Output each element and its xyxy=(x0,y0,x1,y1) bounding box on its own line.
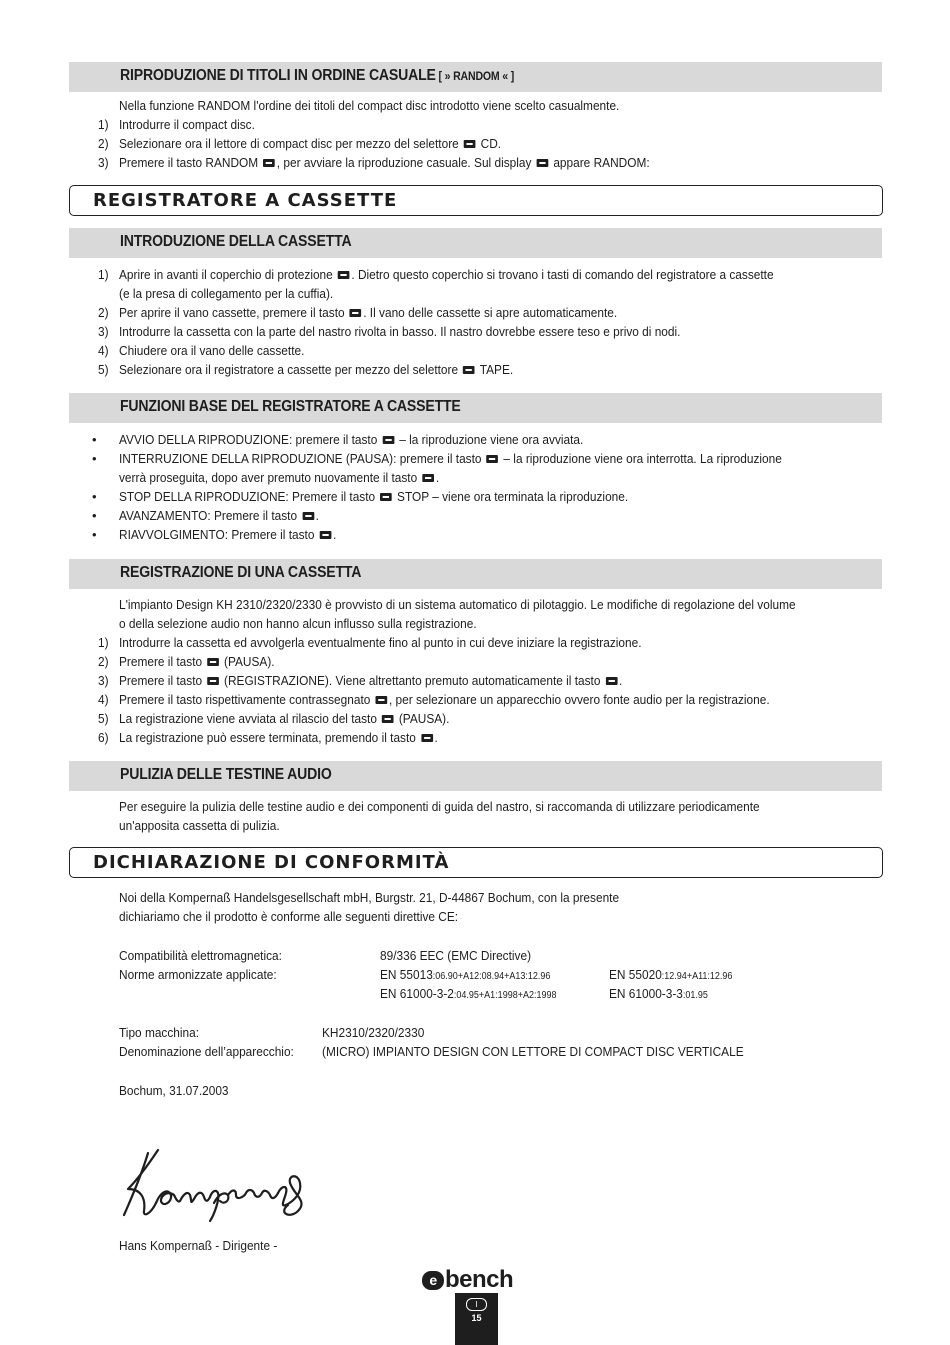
paragraph: L'impianto Design KH 2310/2320/2330 è provvisto di un sistema automatico di pilotaggio. Le modifiche di regolazione del volume xyxy=(119,597,796,612)
key-icon xyxy=(382,436,394,444)
list-number: 2) xyxy=(98,654,109,669)
norm-entry: EN 55020:12.94+A11:12.96 xyxy=(609,967,733,982)
paragraph: Nella funzione RANDOM l'ordine dei titoli del compact disc introdotto viene scelto casualmente. xyxy=(119,98,620,113)
key-icon xyxy=(320,531,332,539)
list-item: Per aprire il vano cassette, premere il tasto . Il vano delle cassette si apre automaticamente. xyxy=(119,305,618,320)
list-item: Selezionare ora il lettore di compact disc per mezzo del selettore CD. xyxy=(119,136,502,151)
list-number: 5) xyxy=(98,711,109,726)
key-icon xyxy=(537,159,549,167)
key-icon xyxy=(463,366,475,374)
section-title: PULIZIA DELLE TESTINE AUDIO xyxy=(120,766,332,783)
device-value: (MICRO) IMPIANTO DESIGN CON LETTORE DI COMPACT DISC VERTICALE xyxy=(322,1044,744,1059)
device-label: Denominazione dell’apparecchio: xyxy=(119,1044,294,1059)
section-header-basic-functions xyxy=(69,393,882,423)
section-title: FUNZIONI BASE DEL REGISTRATORE A CASSETTE xyxy=(120,398,461,415)
list-item: La registrazione può essere terminata, premendo il tasto . xyxy=(119,730,438,745)
list-number: 1) xyxy=(98,117,109,132)
list-item: Premere il tasto RANDOM , per avviare la riproduzione casuale. Sul display appare RANDOM: xyxy=(119,155,650,170)
list-item: Introdurre la cassetta ed avvolgerla eventualmente fino al punto in cui deve iniziare la registrazione. xyxy=(119,635,642,650)
key-icon xyxy=(487,455,499,463)
bullet-item: AVANZAMENTO: Premere il tasto . xyxy=(119,508,319,523)
chapter-header-cassette xyxy=(69,185,883,216)
list-number: 6) xyxy=(98,730,109,745)
key-icon xyxy=(350,309,362,317)
bullet: • xyxy=(92,527,97,542)
emc-value: 89/336 EEC (EMC Directive) xyxy=(380,948,532,963)
list-number: 4) xyxy=(98,692,109,707)
list-item: La registrazione viene avviata al rilascio del tasto (PAUSA). xyxy=(119,711,450,726)
norms-label: Norme armonizzate applicate: xyxy=(119,967,277,982)
list-number: 3) xyxy=(98,324,109,339)
key-icon xyxy=(302,512,314,520)
key-icon xyxy=(421,734,433,742)
type-label: Tipo macchina: xyxy=(119,1025,200,1040)
section-title-suffix: [ » RANDOM « ] xyxy=(435,69,515,83)
key-icon xyxy=(464,140,476,148)
language-code: I xyxy=(466,1298,487,1311)
brand-logo: e bench xyxy=(422,1266,513,1294)
key-icon xyxy=(375,696,387,704)
logo-e-icon: e xyxy=(422,1271,444,1290)
list-item: Introdurre la cassetta con la parte del nastro rivolta in basso. Il nastro dovrebbe essere teso e privo di nodi. xyxy=(119,324,681,339)
bullet-item: RIAVVOLGIMENTO: Premere il tasto . xyxy=(119,527,337,542)
list-item: Selezionare ora il registratore a cassette per mezzo del selettore TAPE. xyxy=(119,362,514,377)
list-item: Introdurre il compact disc. xyxy=(119,117,255,132)
key-icon xyxy=(382,715,394,723)
paragraph: un'apposita cassetta di pulizia. xyxy=(119,818,280,833)
section-title: REGISTRAZIONE DI UNA CASSETTA xyxy=(120,564,362,581)
signer: Hans Kompernaß - Dirigente - xyxy=(119,1238,278,1253)
list-number: 3) xyxy=(98,673,109,688)
chapter-title: REGISTRATORE A CASSETTE xyxy=(93,190,398,211)
bullet-item: AVVIO DELLA RIPRODUZIONE: premere il tasto – la riproduzione viene ora avviata. xyxy=(119,432,584,447)
key-icon xyxy=(422,474,434,482)
bullet: • xyxy=(92,489,97,504)
list-item: Aprire in avanti il coperchio di protezione . Dietro questo coperchio si trovano i tasti di comando del registratore a cassette xyxy=(119,267,774,282)
chapter-header-conformity xyxy=(69,847,883,878)
list-item: Premere il tasto (PAUSA). xyxy=(119,654,275,669)
section-header-recording xyxy=(69,559,882,589)
page-number-badge xyxy=(455,1293,498,1345)
list-number: 1) xyxy=(98,267,109,282)
key-icon xyxy=(338,271,350,279)
list-number: 2) xyxy=(98,305,109,320)
chapter-title: DICHIARAZIONE DI CONFORMITÀ xyxy=(93,852,450,873)
paragraph: o della selezione audio non hanno alcun influsso sulla registrazione. xyxy=(119,616,477,631)
list-number: 2) xyxy=(98,136,109,151)
list-number: 4) xyxy=(98,343,109,358)
norm-entry: EN 55013:06.90+A12:08.94+A13:12.96 xyxy=(380,967,551,982)
list-item: Premere il tasto rispettivamente contrassegnato , per selezionare un apparecchio ovvero fonte audio per la registrazione. xyxy=(119,692,770,707)
key-icon xyxy=(207,658,219,666)
bullet: • xyxy=(92,432,97,447)
norm-entry: EN 61000-3-2:04.95+A1:1998+A2:1998 xyxy=(380,986,557,1001)
emc-label: Compatibilità elettromagnetica: xyxy=(119,948,282,963)
bullet: • xyxy=(92,508,97,523)
type-value: KH2310/2320/2330 xyxy=(322,1025,425,1040)
page-number: 15 xyxy=(471,1313,482,1323)
bullet-item: STOP DELLA RIPRODUZIONE: Premere il tasto STOP – viene ora terminata la riproduzione. xyxy=(119,489,629,504)
list-item-continuation: (e la presa di collegamento per la cuffia). xyxy=(119,286,334,301)
section-title: INTRODUZIONE DELLA CASSETTA xyxy=(120,233,352,250)
list-number: 5) xyxy=(98,362,109,377)
section-title: RIPRODUZIONE DI TITOLI IN ORDINE CASUALE xyxy=(120,67,436,84)
key-icon xyxy=(606,677,618,685)
signature-image xyxy=(118,1145,318,1225)
list-item: Chiudere ora il vano delle cassette. xyxy=(119,343,305,358)
paragraph: Noi della Kompernaß Handelsgesellschaft mbH, Burgstr. 21, D-44867 Bochum, con la presente xyxy=(119,890,620,905)
list-number: 3) xyxy=(98,155,109,170)
bullet-item: INTERRUZIONE DELLA RIPRODUZIONE (PAUSA): premere il tasto – la riproduzione viene ora interrotta. La riproduzione xyxy=(119,451,782,466)
section-header-insert xyxy=(69,228,882,258)
paragraph: dichiariamo che il prodotto è conforme alle seguenti direttive CE: xyxy=(119,909,459,924)
paragraph: Per eseguire la pulizia delle testine audio e dei componenti di guida del nastro, si raccomanda di utilizzare periodicamente xyxy=(119,799,760,814)
norm-entry: EN 61000-3-3:01.95 xyxy=(609,986,708,1001)
key-icon xyxy=(207,677,219,685)
key-icon xyxy=(380,493,392,501)
bullet: • xyxy=(92,451,97,466)
bullet-item-continuation: verrà proseguita, dopo aver premuto nuovamente il tasto . xyxy=(119,470,440,485)
key-icon xyxy=(263,159,275,167)
date: Bochum, 31.07.2003 xyxy=(119,1083,229,1098)
list-item: Premere il tasto (REGISTRAZIONE). Viene altrettanto premuto automaticamente il tasto . xyxy=(119,673,623,688)
section-header-cleaning xyxy=(69,761,882,791)
section-header-random xyxy=(69,62,882,92)
list-number: 1) xyxy=(98,635,109,650)
